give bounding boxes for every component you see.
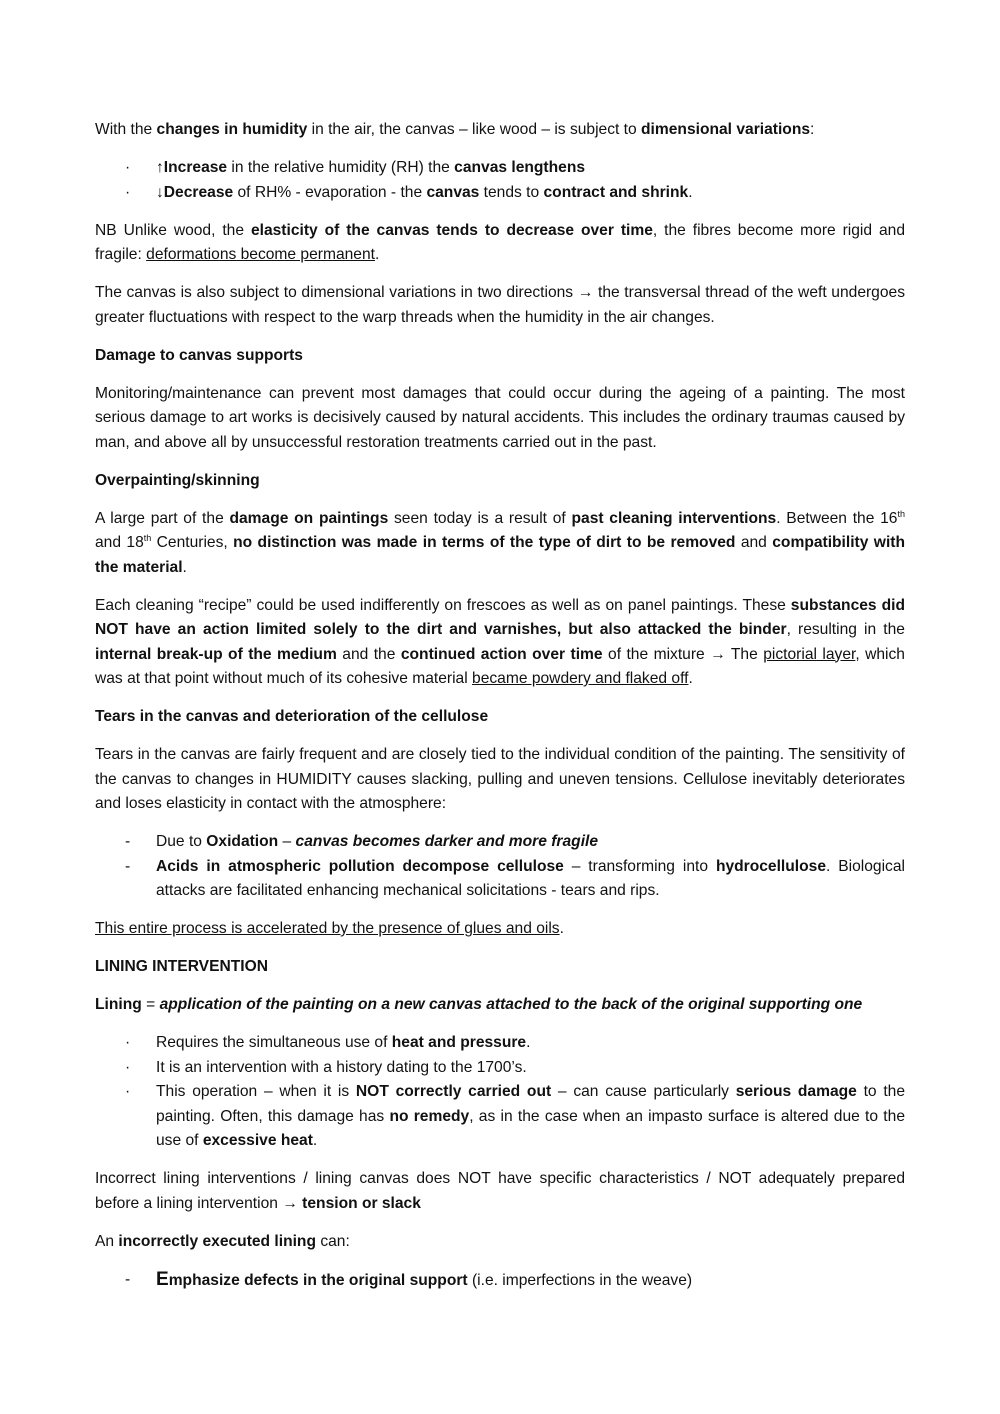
- text: NB Unlike wood, the: [95, 221, 251, 239]
- text: and the: [336, 645, 401, 663]
- text: seen today is a result of: [388, 509, 572, 527]
- text: Due to: [156, 833, 207, 850]
- text: – can cause particularly: [551, 1083, 736, 1100]
- text: .: [688, 183, 693, 201]
- text: :: [810, 121, 815, 138]
- text: With the: [95, 121, 157, 138]
- bold-text: Oxidation: [206, 833, 279, 850]
- text: Incorrect lining interventions / lining canvas does NOT have specific characteristics / NOT adequately prepared before a lining intervention: [95, 1170, 905, 1212]
- section-heading-tears: [95, 705, 905, 730]
- bold-text: serious damage: [735, 1083, 857, 1100]
- bold-text: contract and shrink: [543, 183, 689, 201]
- text: .: [312, 1132, 318, 1149]
- paragraph-cleaning-recipe: [95, 594, 905, 692]
- text: , which was at that point without much of its cohesive material: [95, 645, 905, 687]
- bullet-marker: ·: [125, 1083, 131, 1100]
- bold-text: elasticity of the canvas tends to decrease over time: [250, 221, 653, 239]
- list-item: [95, 181, 905, 206]
- text: The canvas is also subject to dimensional variations in two directions: [95, 284, 578, 301]
- paragraph-humidity-intro: [95, 118, 905, 143]
- text: the transversal thread of the weft undergoes greater fluctuations with respect to the warp threads when the humidity in the air changes.: [95, 284, 905, 326]
- list-item: [95, 855, 905, 904]
- list-item: [95, 1268, 905, 1294]
- text: of the mixture: [602, 645, 711, 663]
- bold-text: heat and pressure: [391, 1034, 527, 1051]
- list-item: [95, 156, 905, 181]
- dash-marker: -: [125, 857, 131, 875]
- list-item: [95, 1031, 905, 1056]
- text: An: [95, 1232, 119, 1250]
- bold-italic-text: canvas becomes darker and more fragile: [295, 833, 599, 850]
- bullet-marker: ·: [125, 183, 131, 201]
- section-heading-damage: [95, 344, 905, 369]
- text: . Biological attacks are facilitated enhancing mechanical solicitations - tears and rips.: [156, 857, 905, 899]
- bullet-marker: ·: [125, 1058, 131, 1076]
- list-item: [95, 1056, 905, 1081]
- bold-text: tension or slack: [297, 1194, 421, 1212]
- heading-text: Overpainting/skinning: [95, 471, 260, 489]
- humidity-list: [95, 156, 905, 205]
- text: A large part of the: [95, 509, 230, 527]
- dash-marker: -: [125, 1270, 131, 1288]
- text: –: [278, 833, 296, 850]
- underlined-text: became powdery and flaked off: [472, 670, 689, 687]
- bold-text: compatibility with the material: [95, 534, 905, 576]
- arrow-icon: →: [710, 645, 726, 663]
- text: tends to: [479, 183, 544, 201]
- text: , the fibres become more rigid and fragile:: [95, 221, 905, 263]
- bold-text: no remedy: [389, 1107, 470, 1125]
- text: – transforming into: [563, 857, 716, 875]
- section-heading-overpainting: [95, 469, 905, 494]
- text: in the air, the canvas – like wood – is subject to: [307, 121, 642, 138]
- paragraph-incorrect-executed: [95, 1230, 905, 1255]
- paragraph-elasticity: [95, 219, 905, 268]
- bold-text: canvas: [426, 183, 480, 201]
- text: (i.e. imperfections in the weave): [467, 1271, 693, 1289]
- bold-text: excessive heat: [202, 1132, 313, 1149]
- underlined-text: This entire process is accelerated by the presence of glues and oils: [95, 920, 560, 937]
- list-item: [95, 1080, 905, 1154]
- bold-italic-text: application of the painting on a new canvas attached to the back of the original supporting one: [159, 996, 863, 1013]
- bold-text: canvas lengthens: [454, 159, 586, 176]
- text: and 18: [95, 534, 144, 551]
- text: .: [526, 1034, 531, 1051]
- bold-text: E: [156, 1268, 169, 1290]
- consequences-list: [95, 1268, 905, 1294]
- text: of RH% - evaporation - the: [233, 183, 427, 201]
- text: This operation – when it is: [156, 1083, 356, 1100]
- text: .: [559, 920, 564, 937]
- bold-text: mphasize defects in the original support: [168, 1271, 468, 1289]
- bold-text: NOT correctly carried out: [355, 1083, 552, 1100]
- text: Each cleaning “recipe” could be used indifferently on frescoes as well as on panel paintings. These: [95, 596, 791, 614]
- bold-text: continued action over time: [400, 645, 603, 663]
- text: , resulting in the: [786, 621, 905, 638]
- paragraph-cleaning-history: [95, 507, 905, 581]
- bold-text: dimensional variations: [641, 121, 811, 138]
- paragraph-tears: Tears in the canvas are fairly frequent and are closely tied to the individual condition of the painting. The sensitivity of the canvas to changes in HUMIDITY causes slacking, pulling and uneven tensions. Cellulose inevitably deteriorates and loses elasticity in contact with the atmosphere:: [95, 746, 905, 812]
- bold-text: hydrocellulose: [715, 857, 826, 875]
- paragraph-accelerated: [95, 917, 905, 942]
- superscript: th: [143, 532, 152, 543]
- text: It is an intervention with a history dating to the 1700’s.: [156, 1058, 527, 1076]
- text: .: [374, 246, 380, 263]
- bold-text: Lining: [95, 996, 142, 1013]
- underlined-text: pictorial layer: [763, 645, 856, 663]
- paragraph-monitoring: Monitoring/maintenance can prevent most damages that could occur during the ageing of a painting. The most serious damage to art works is decisively caused by natural accidents. This includes the ordinary traumas caused by man, and above all by unsuccessful restoration treatments carried out in the past.: [95, 384, 905, 451]
- text: . Between the 16: [776, 509, 898, 527]
- text: Requires the simultaneous use of: [156, 1034, 392, 1051]
- dash-marker: -: [125, 833, 131, 850]
- bullet-marker: ·: [125, 1034, 131, 1051]
- bold-text: substances did NOT have an action limited solely to the dirt and varnishes, but also attacked the binder: [95, 596, 905, 638]
- list-item: [95, 830, 905, 855]
- heading-text: Tears in the canvas and deterioration of the cellulose: [95, 708, 489, 725]
- heading-text: Damage to canvas supports: [95, 346, 303, 364]
- bullet-marker: ·: [125, 159, 131, 176]
- section-heading-lining: [95, 955, 905, 980]
- bold-text: ↓Decrease: [156, 183, 234, 201]
- bold-text: damage on paintings: [229, 509, 389, 527]
- bold-text: changes in humidity: [156, 121, 308, 138]
- text: =: [141, 996, 160, 1013]
- superscript: th: [897, 508, 906, 519]
- text: Centuries,: [151, 534, 234, 551]
- cellulose-list: [95, 830, 905, 904]
- text: .: [182, 558, 187, 576]
- text: to the painting. Often, this damage has: [156, 1083, 905, 1125]
- text: can:: [316, 1232, 350, 1250]
- bold-text: past cleaning interventions: [571, 509, 777, 527]
- bold-text: internal break-up of the medium: [95, 645, 337, 663]
- arrow-icon: →: [577, 284, 594, 301]
- bold-text: no distinction was made in terms of the type of dirt to be removed: [233, 534, 736, 551]
- bold-text: Acids in atmospheric pollution decompose cellulose: [156, 857, 564, 875]
- document-body: [95, 118, 905, 1307]
- bold-text: incorrectly executed lining: [118, 1232, 316, 1250]
- paragraph-incorrect-lining: [95, 1167, 905, 1216]
- text: in the relative humidity (RH) the: [227, 159, 455, 176]
- underlined-text: deformations become permanent: [146, 246, 375, 263]
- text: , as in the case when an impasto surface is altered due to the use of: [156, 1107, 905, 1149]
- paragraph-directions: [95, 281, 905, 330]
- bold-text: ↑Increase: [156, 159, 228, 176]
- lining-list: [95, 1031, 905, 1154]
- text: .: [688, 670, 693, 687]
- text: and: [735, 534, 773, 551]
- arrow-icon: →: [282, 1194, 298, 1212]
- text: The: [725, 645, 764, 663]
- paragraph-lining-definition: [95, 993, 905, 1018]
- heading-text: LINING INTERVENTION: [95, 958, 268, 975]
